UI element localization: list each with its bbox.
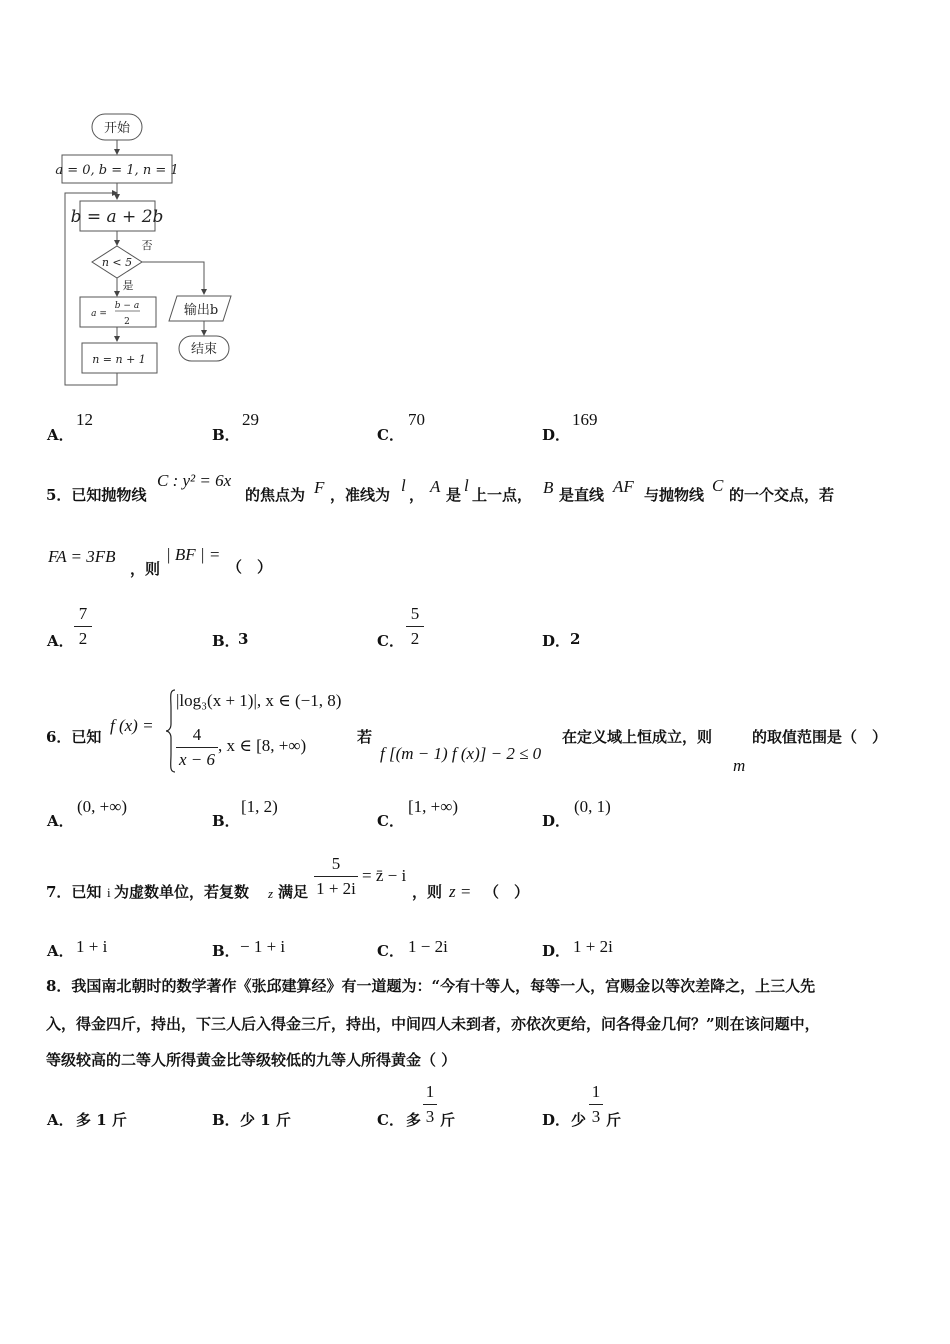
q5-text-9: 的一个交点，若 [729, 486, 835, 504]
q5-text-11: （ ） [227, 558, 273, 576]
q6-option-c-value: [1, +∞) [408, 797, 459, 816]
flow-step-a-num: b − a [114, 301, 140, 311]
flow-output-label: 输出b [183, 303, 219, 318]
q5-option-c-den: 2 [410, 629, 420, 648]
q6-function-name: f (x) = [110, 716, 154, 735]
q6-option-a-letter: A． [47, 812, 74, 830]
q7-text-5: （ ） [484, 883, 530, 901]
q5-point-a: A [430, 477, 441, 496]
fraction-bar [74, 626, 92, 627]
q7-option-d-value: 1 + 2i [573, 937, 613, 956]
q5-bf-length: | BF | = [166, 545, 221, 564]
q6-option-a-value: (0, +∞) [77, 797, 128, 816]
q7-option-b-letter: B． [212, 942, 240, 960]
q6-case-2-den: x − 6 [178, 750, 216, 769]
q4-option-b-letter: B． [212, 426, 240, 444]
q4-option-c-value: 70 [408, 410, 425, 429]
flow-end-label: 结束 [190, 342, 218, 357]
q5-text-8: 与抛物线 [644, 486, 705, 504]
q4-option-d-value: 169 [572, 410, 598, 429]
q5-directrix-2: l [464, 476, 469, 495]
q8-option-d-den: 3 [591, 1107, 601, 1126]
flow-yes-label: 是 [122, 279, 134, 292]
q5-parabola: C : y² = 6x [157, 471, 232, 490]
q8-option-a-value: 多 1 斤 [76, 1111, 127, 1129]
q5-option-b-letter: B． [212, 632, 240, 650]
q7-option-c-letter: C． [377, 942, 404, 960]
flow-start-label: 开始 [103, 121, 131, 136]
q4-option-c-letter: C． [377, 426, 404, 444]
q8-option-a-letter: A． [47, 1111, 74, 1129]
q7-option-c-value: 1 − 2i [408, 937, 448, 956]
q8-option-b-value: 少 1 斤 [240, 1111, 291, 1129]
fraction-bar [589, 1104, 603, 1105]
q6-text-1: 6．已知 [46, 728, 102, 746]
flow-init-label: a = 0, b = 1, n = 1 [55, 163, 179, 178]
q5-point-b: B [543, 478, 554, 497]
q5-option-c-letter: C． [377, 632, 404, 650]
q7-text-3: 满足 [278, 883, 309, 901]
q8-line-2: 入，得金四斤，持出，下三人后入得金三斤，持出，中间四人未到者，亦依次更给，问各得金几何？”则在该问题中， [46, 1015, 820, 1033]
q5-option-c-num: 5 [410, 604, 420, 623]
flow-no-label: 否 [141, 239, 153, 252]
q5-text-4: ， [409, 486, 425, 504]
q7-text-2: 为虚数单位，若复数 [114, 883, 250, 901]
q8-option-c-den: 3 [425, 1107, 435, 1126]
q6-case-1: |log₃(x + 1)|, x ∈ (−1, 8) [176, 691, 342, 710]
flow-condition-label: n < 5 [101, 256, 133, 269]
fraction-bar [406, 626, 424, 627]
q8-option-d-letter: D． [542, 1111, 571, 1129]
q6-text-4: 的取值范围是（ ） [752, 728, 888, 746]
fraction-bar [176, 747, 218, 748]
q5-text-2: 的焦点为 [245, 486, 306, 504]
q5-option-d-letter: D． [542, 632, 571, 650]
q7-num: 5 [331, 854, 341, 873]
q6-case-2-num: 4 [192, 725, 202, 744]
q6-option-b-letter: B． [212, 812, 240, 830]
q7-den: 1 + 2i [316, 879, 356, 898]
q5-line-af: AF [613, 477, 634, 496]
q7-option-a-letter: A． [47, 942, 74, 960]
fraction-bar [423, 1104, 437, 1105]
q8-option-d-fraction [589, 1082, 603, 1127]
q7-z: z [268, 886, 274, 901]
q6-text-2: 若 [357, 728, 373, 746]
q6-option-b-value: [1, 2) [241, 797, 278, 816]
q4-option-a-value: 12 [76, 410, 93, 429]
q6-option-d-value: (0, 1) [574, 797, 611, 816]
q8-option-c-letter: C． [377, 1111, 404, 1129]
q5-curve-c: C [712, 476, 724, 495]
q6-variable-m: m [733, 756, 746, 775]
q8-option-d-num: 1 [591, 1082, 601, 1101]
q5-text-6: 上一点， [472, 486, 533, 504]
q5-option-d-value: 2 [570, 630, 581, 648]
flow-step-b-label: b = a + 2b [70, 207, 164, 227]
q7-text-1: 7．已知 [46, 883, 102, 901]
q7-rhs: = z̄ − i [362, 866, 407, 885]
q5-option-a-den: 2 [78, 629, 88, 648]
q8-line-1: 8．我国南北朝时的数学著作《张邱建算经》有一道题为：“今有十等人，每等一人，宫赐金以等次差降之，上三人先 [46, 977, 816, 995]
fraction-bar [314, 876, 358, 877]
flow-step-a-den: 2 [124, 317, 130, 327]
q7-text-4: ，则 [412, 883, 443, 901]
q6-case-2-domain: , x ∈ [8, +∞) [218, 736, 307, 755]
q8-option-d-pre: 少 [571, 1111, 587, 1129]
q6-option-c-letter: C． [377, 812, 404, 830]
q8-option-c-num: 1 [425, 1082, 435, 1101]
q5-option-a-fraction [74, 604, 92, 649]
q4-option-a-letter: A． [47, 426, 74, 444]
q8-option-d-post: 斤 [606, 1111, 622, 1129]
q5-text-5: 是 [446, 486, 462, 504]
q7-option-a-value: 1 + i [76, 937, 108, 956]
q8-option-c-fraction [423, 1082, 437, 1127]
q5-focus: F [314, 478, 325, 497]
q6-inequality: f [(m − 1) f (x)] − 2 ≤ 0 [380, 744, 542, 763]
q5-option-b-value: 3 [238, 630, 249, 648]
q5-option-a-letter: A． [47, 632, 74, 650]
q4-option-d-letter: D． [542, 426, 571, 444]
q5-text-10: ，则 [130, 560, 161, 578]
q8-option-b-letter: B． [212, 1111, 240, 1129]
flow-step-a-lhs: a = [91, 309, 107, 319]
flowchart [55, 105, 255, 395]
q5-option-c-fraction [406, 604, 424, 649]
q5-vector-condition: FA = 3FB [48, 547, 116, 566]
q6-case-2-fraction [176, 725, 218, 770]
flow-step-n-label: n = n + 1 [92, 353, 146, 366]
q5-directrix: l [401, 476, 406, 495]
q6-text-3: 在定义域上恒成立，则 [562, 728, 713, 746]
q8-option-c-pre: 多 [406, 1111, 422, 1129]
q4-option-b-value: 29 [242, 410, 259, 429]
q7-imaginary-unit: i [107, 885, 111, 900]
q5-text-7: 是直线 [559, 486, 605, 504]
q7-option-b-value: − 1 + i [240, 937, 286, 956]
q7-fraction [314, 854, 358, 899]
q7-option-d-letter: D． [542, 942, 571, 960]
q5-text-1: 5．已知抛物线 [46, 486, 147, 504]
q7-z-equals: z = [449, 882, 472, 901]
q5-text-3: ，准线为 [330, 486, 391, 504]
q8-option-c-post: 斤 [440, 1111, 456, 1129]
q8-line-3: 等级较高的二等人所得黄金比等级较低的九等人所得黄金（ ） [46, 1051, 457, 1069]
q6-option-d-letter: D． [542, 812, 571, 830]
q5-option-a-num: 7 [78, 604, 88, 623]
